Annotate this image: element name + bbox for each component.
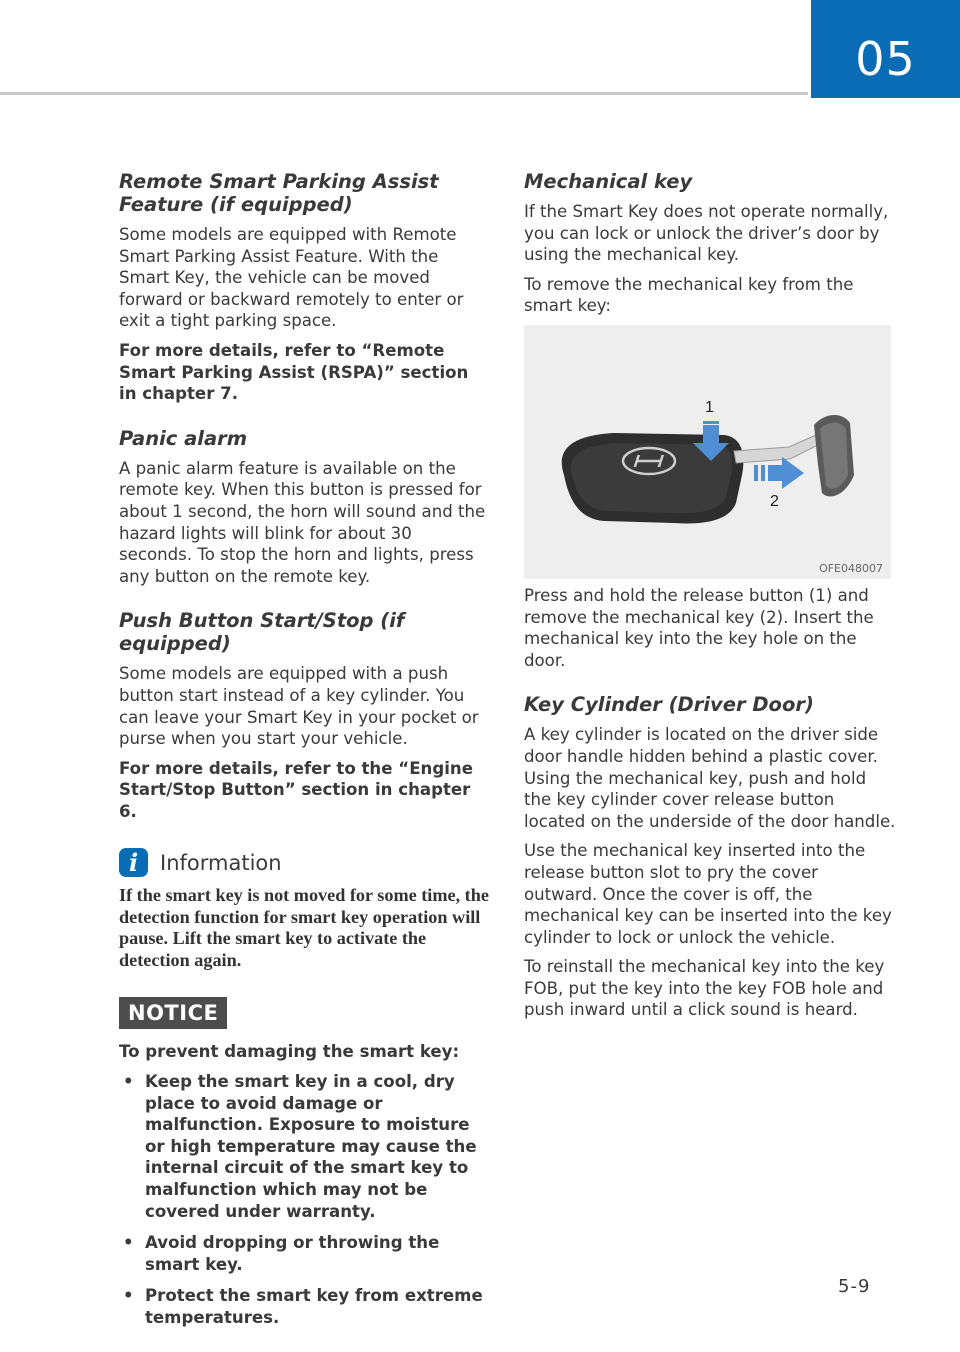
information-title: Information [160,850,282,875]
notice-label: NOTICE [119,997,227,1029]
panic-alarm-heading: Panic alarm [119,426,248,450]
rspa-body: Some models are equipped with Remote Smart Parking Assist Feature. With the Smart Key, the vehicle can be moved forward or backward remotely to enter or exit a tight parking space. [119,225,464,331]
figure-code: OFE048007 [819,561,883,575]
key-cylinder-reinstall: To reinstall the mechanical key into the key FOB, put the key into the key FOB hole and push inward until a click sound is heard. [524,957,885,1020]
notice-item: • Avoid dropping or throwing the smart key. [119,1232,489,1275]
information-header [119,848,489,877]
mechanical-key-body: If the Smart Key does not operate normally, you can lock or unlock the driver’s door by using the mechanical key. [524,202,889,265]
push-button-reference: For more details, refer to the “Engine Start/Stop Button” section in chapter 6. [119,758,473,821]
push-button-heading: Push Button Start/Stop (if equipped) [119,609,405,656]
information-body: If the smart key is not moved for some time, the detection function for smart key operation will pause. Lift the smart key to activate the detection again. [119,885,489,970]
smart-key-illustration [524,325,891,579]
chapter-number: 05 [811,0,960,98]
key-cylinder-cover: Use the mechanical key inserted into the release button slot to pry the cover outward. Once the cover is off, the mechanical key can be inserted into the key cylinder to lock or unlock the vehicle. [524,841,892,947]
left-column [119,170,489,1339]
figure-label-2: 2 [770,492,779,510]
rspa-reference: For more details, refer to “Remote Smart Parking Assist (RSPA)” section in chapter 7. [119,340,469,404]
arrow-right-icon [754,457,804,489]
notice-item: • Keep the smart key in a cool, dry place to avoid damage or malfunction. Exposure to moisture or high temperature may cause the internal circuit of the smart key to malfunction which may not be covered under warranty. [119,1071,489,1222]
key-cylinder-heading: Key Cylinder (Driver Door) [524,693,814,717]
smart-key-figure [524,325,891,579]
notice-list [119,1071,489,1329]
notice-intro: To prevent damaging the smart key: [119,1042,460,1062]
info-icon: i [119,848,148,877]
push-button-body: Some models are equipped with a push button start instead of a key cylinder. You can leave your Smart Key in your pocket or purse when you start your vehicle. [119,664,479,749]
mechanical-key-removal: Press and hold the release button (1) and remove the mechanical key (2). Insert the mechanical key into the key hole on the door. [524,585,874,670]
panic-alarm-body: A panic alarm feature is available on the remote key. When this button is pressed for about 1 second, the horn will sound and the hazard lights will blink for about 30 seconds. To stop the horn and lights, press any button on the remote key. [119,458,486,586]
rspa-heading: Remote Smart Parking Assist Feature (if equipped) [119,170,439,216]
page-number: 5-9 [838,1276,871,1297]
header-rule [0,92,808,95]
mechanical-key-heading: Mechanical key [524,170,693,193]
key-cylinder-body: A key cylinder is located on the driver side door handle hidden behind a plastic cover. Using the mechanical key, push and hold the key cylinder cover release button located on the underside of the door handle. [524,725,896,831]
right-column [524,170,896,1029]
notice-item: • Protect the smart key from extreme temperatures. [119,1285,489,1328]
mechanical-key-instruction: To remove the mechanical key from the smart key: [524,274,854,316]
figure-label-1: 1 [705,398,714,416]
